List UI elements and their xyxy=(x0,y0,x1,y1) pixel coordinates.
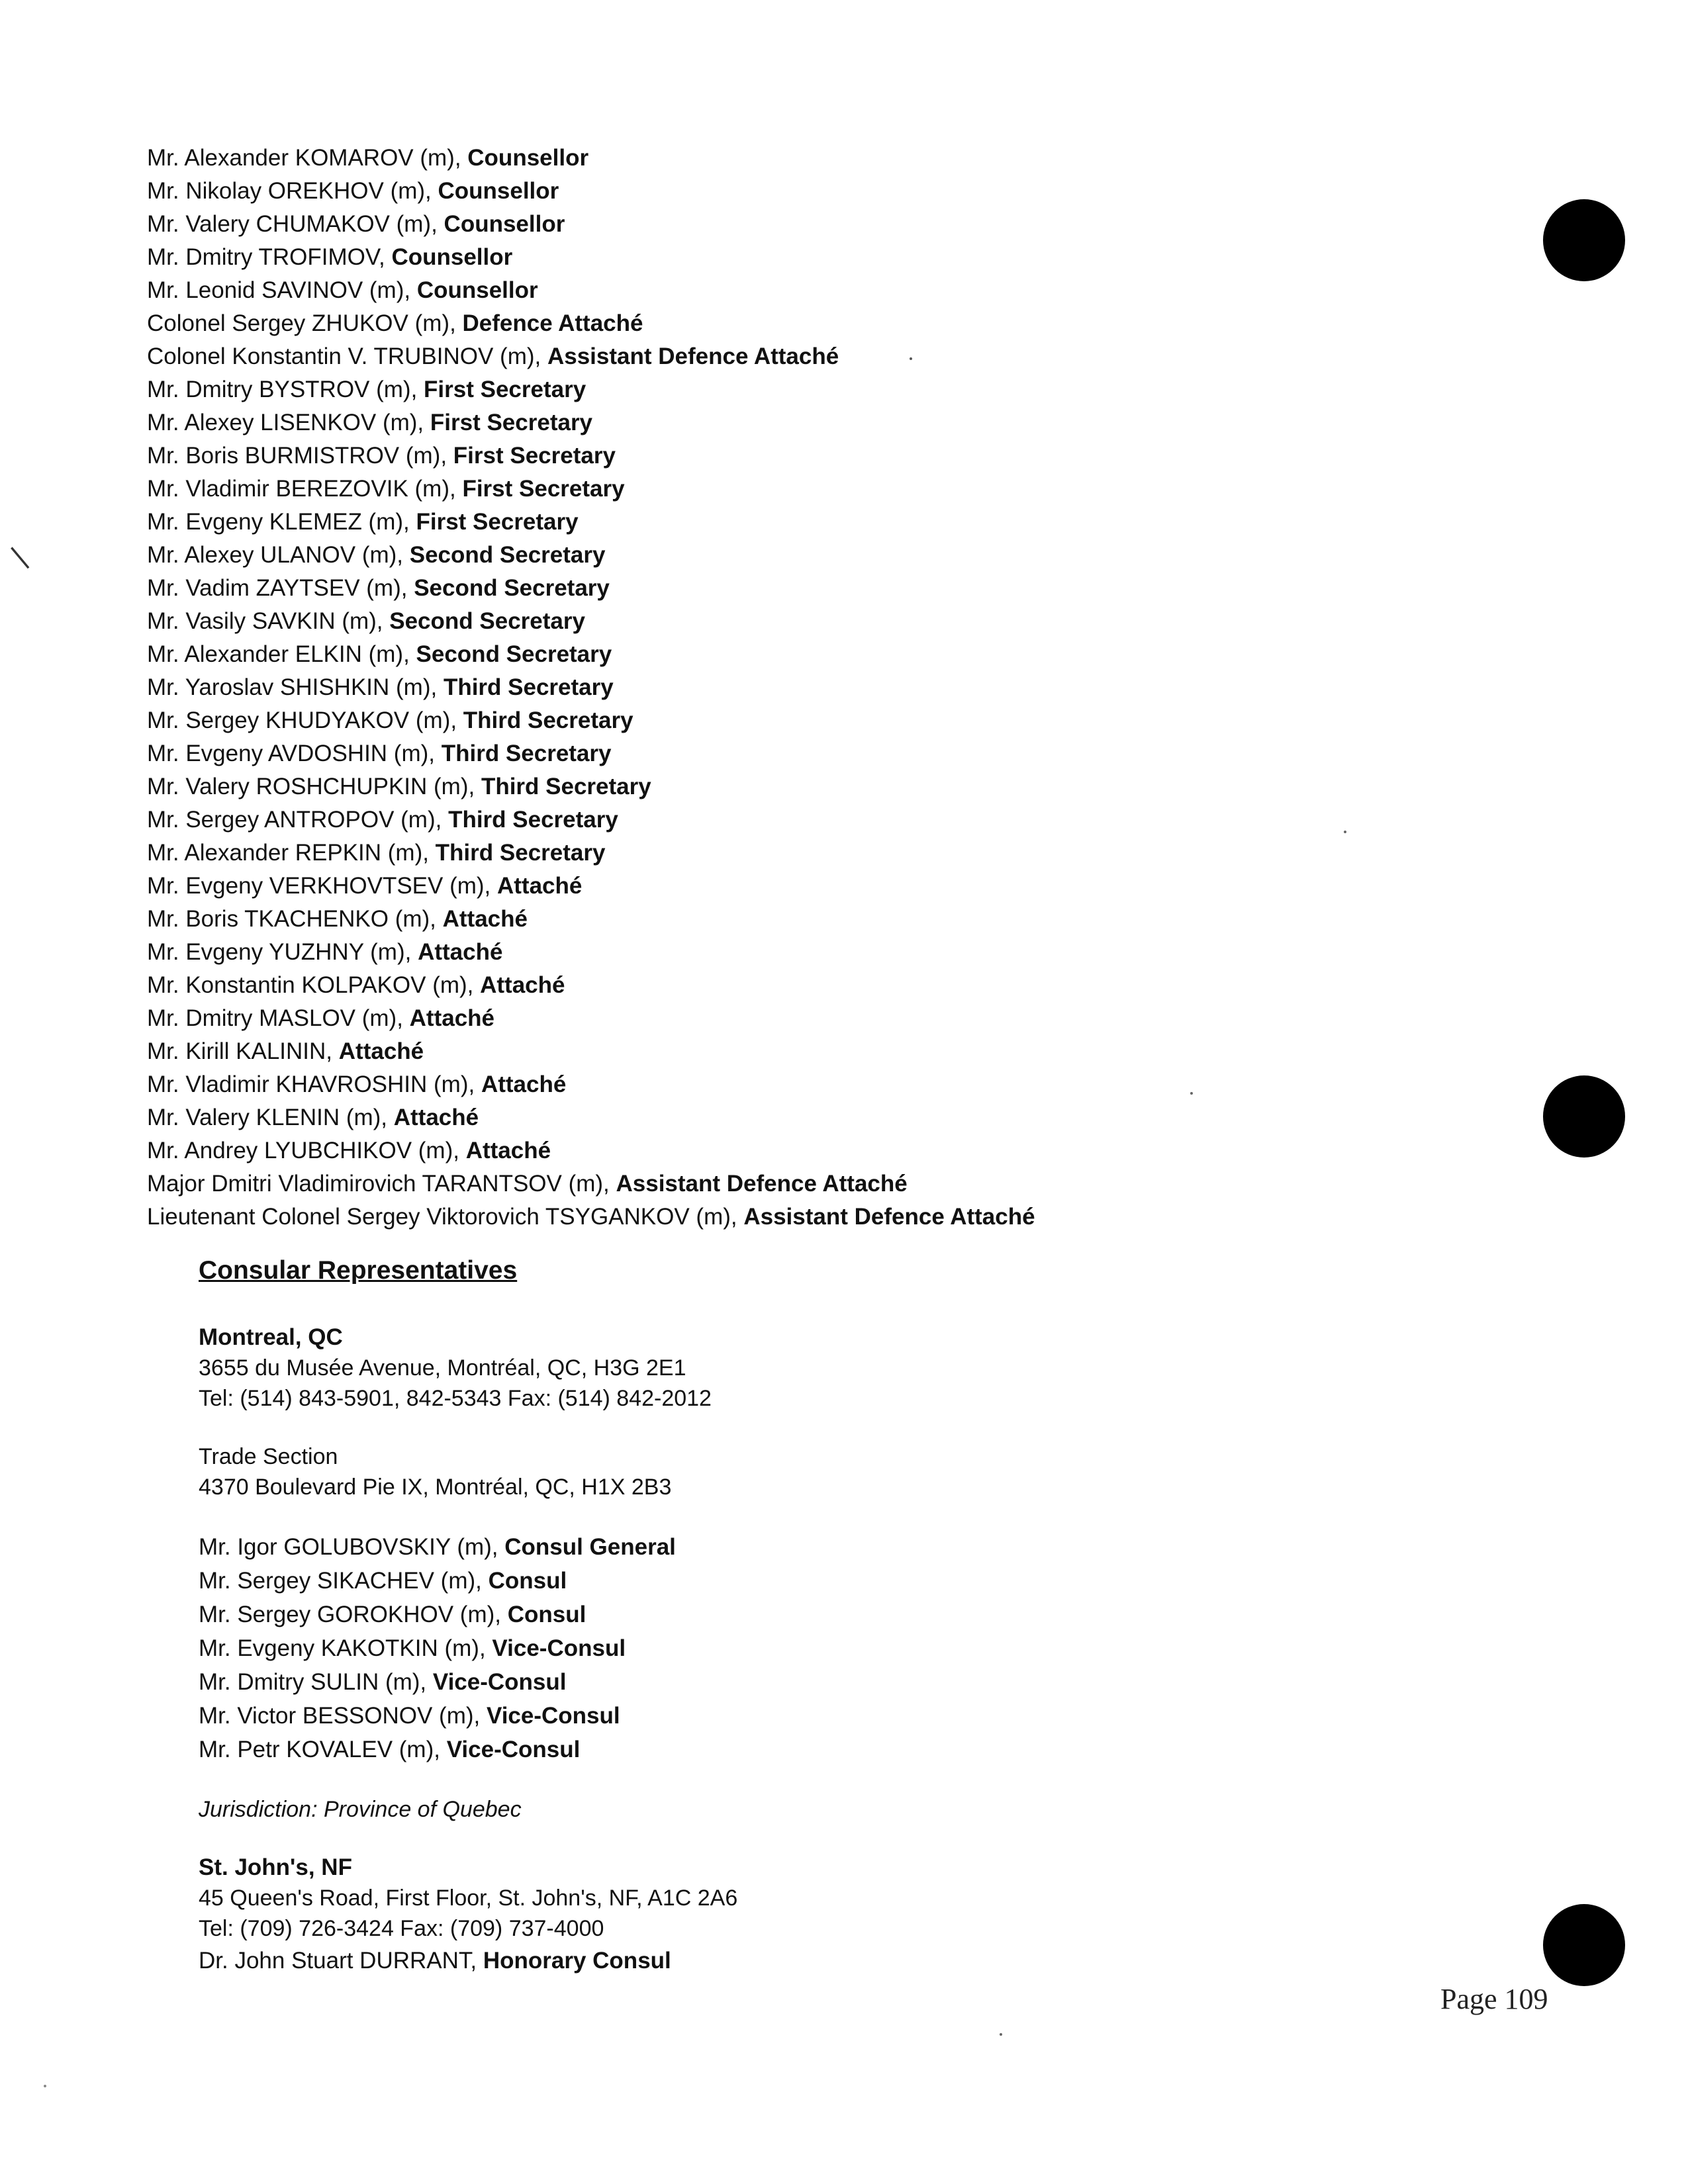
person-entry xyxy=(147,1068,1035,1101)
person-title: Counsellor xyxy=(467,145,589,171)
person-name: Mr. Nikolay OREKHOV (m), xyxy=(147,178,438,204)
person-entry xyxy=(147,770,1035,803)
person-entry xyxy=(147,1201,1035,1234)
person-name: Mr. Evgeny KLEMEZ (m), xyxy=(147,509,416,535)
person-entry xyxy=(199,1733,1456,1766)
person-name: Mr. Boris BURMISTROV (m), xyxy=(147,443,453,469)
honorary-consul-entry xyxy=(199,1944,1456,1978)
person-title: First Secretary xyxy=(453,443,616,469)
person-title: Attaché xyxy=(481,1071,567,1097)
person-title: Attaché xyxy=(393,1105,479,1130)
person-title: First Secretary xyxy=(424,377,586,402)
person-name: Mr. Vladimir KHAVROSHIN (m), xyxy=(147,1071,481,1097)
person-name: Mr. Vadim ZAYTSEV (m), xyxy=(147,575,414,601)
person-entry xyxy=(199,1564,1456,1598)
person-name: Mr. Kirill KALININ, xyxy=(147,1038,339,1064)
person-name: Mr. Vladimir BEREZOVIK (m), xyxy=(147,476,463,502)
person-entry xyxy=(147,1035,1035,1068)
person-name: Mr. Evgeny AVDOSHIN (m), xyxy=(147,741,442,766)
person-title: Second Secretary xyxy=(389,608,585,634)
embassy-staff-list xyxy=(147,142,1035,1234)
person-name: Dr. John Stuart DURRANT, xyxy=(199,1948,483,1974)
person-name: Colonel Sergey ZHUKOV (m), xyxy=(147,310,463,336)
person-entry xyxy=(147,572,1035,605)
person-entry xyxy=(147,307,1035,340)
section-heading-consular: Consular Representatives xyxy=(199,1256,518,1285)
phone-montreal: Tel: (514) 843-5901, 842-5343 Fax: (514) 842-2012 xyxy=(199,1386,712,1411)
consular-section xyxy=(199,1251,1456,1978)
person-entry xyxy=(147,1134,1035,1167)
person-title: Vice-Consul xyxy=(492,1635,626,1661)
person-entry xyxy=(147,638,1035,671)
person-entry xyxy=(147,903,1035,936)
person-title: Attaché xyxy=(480,972,565,998)
person-title: Attaché xyxy=(465,1138,551,1163)
person-entry xyxy=(147,605,1035,638)
person-entry xyxy=(147,969,1035,1002)
person-name: Major Dmitri Vladimirovich TARANTSOV (m), xyxy=(147,1171,616,1197)
person-entry xyxy=(147,439,1035,473)
person-entry xyxy=(147,142,1035,175)
person-title: Consul General xyxy=(504,1534,676,1560)
person-title: First Secretary xyxy=(416,509,579,535)
hole-punch-top xyxy=(1543,199,1625,281)
person-entry xyxy=(147,671,1035,704)
hole-punch-middle xyxy=(1543,1075,1625,1158)
person-title: Counsellor xyxy=(416,277,538,303)
person-entry xyxy=(147,704,1035,737)
page-number: Page 109 xyxy=(1440,1983,1548,2015)
person-name: Mr. Alexander REPKIN (m), xyxy=(147,840,436,866)
hole-punch-bottom xyxy=(1543,1904,1625,1986)
trade-section-label: Trade Section xyxy=(199,1444,338,1469)
person-title: Attaché xyxy=(418,939,503,965)
person-entry xyxy=(147,473,1035,506)
person-title: Attaché xyxy=(409,1005,495,1031)
person-name: Mr. Dmitry TROFIMOV, xyxy=(147,244,392,270)
person-entry xyxy=(147,803,1035,837)
person-entry xyxy=(147,1002,1035,1035)
person-entry xyxy=(147,506,1035,539)
person-title: Assistant Defence Attaché xyxy=(547,343,839,369)
person-title: Second Secretary xyxy=(414,575,610,601)
person-name: Mr. Alexey LISENKOV (m), xyxy=(147,410,430,435)
person-title: Third Secretary xyxy=(463,707,633,733)
person-entry xyxy=(147,837,1035,870)
scan-artifact-dot xyxy=(44,2085,46,2087)
person-entry xyxy=(199,1631,1456,1665)
person-name: Mr. Valery KLENIN (m), xyxy=(147,1105,394,1130)
person-title: Third Secretary xyxy=(443,674,614,700)
person-name: Mr. Alexander ELKIN (m), xyxy=(147,641,416,667)
person-name: Mr. Victor BESSONOV (m), xyxy=(199,1703,487,1729)
person-title: Counsellor xyxy=(391,244,513,270)
person-title: Honorary Consul xyxy=(483,1948,671,1974)
person-entry xyxy=(147,340,1035,373)
person-name: Mr. Alexander KOMAROV (m), xyxy=(147,145,468,171)
person-title: Vice-Consul xyxy=(432,1669,567,1695)
person-entry xyxy=(147,1101,1035,1134)
person-name: Mr. Igor GOLUBOVSKIY (m), xyxy=(199,1534,505,1560)
person-entry xyxy=(147,241,1035,274)
person-name: Mr. Evgeny YUZHNY (m), xyxy=(147,939,418,965)
person-entry xyxy=(199,1598,1456,1631)
person-title: Defence Attaché xyxy=(462,310,643,336)
person-name: Mr. Dmitry MASLOV (m), xyxy=(147,1005,410,1031)
person-name: Mr. Evgeny VERKHOVTSEV (m), xyxy=(147,873,497,899)
person-name: Mr. Sergey GOROKHOV (m), xyxy=(199,1602,508,1627)
person-name: Mr. Sergey ANTROPOV (m), xyxy=(147,807,449,833)
person-name: Mr. Alexey ULANOV (m), xyxy=(147,542,410,568)
person-name: Mr. Yaroslav SHISHKIN (m), xyxy=(147,674,444,700)
person-name: Lieutenant Colonel Sergey Viktorovich TSYGANKOV (m), xyxy=(147,1204,744,1230)
person-entry xyxy=(147,406,1035,439)
city-heading-stjohns: St. John's, NF xyxy=(199,1854,352,1880)
scan-artifact-dot xyxy=(1000,2033,1002,2036)
scan-artifact-mark: | xyxy=(5,542,32,571)
stjohns-office xyxy=(199,1852,1456,1978)
person-entry xyxy=(147,737,1035,770)
person-title: Third Secretary xyxy=(441,741,612,766)
person-name: Mr. Sergey SIKACHEV (m), xyxy=(199,1568,489,1594)
person-name: Mr. Leonid SAVINOV (m), xyxy=(147,277,417,303)
person-title: Second Secretary xyxy=(409,542,606,568)
person-name: Mr. Boris TKACHENKO (m), xyxy=(147,906,443,932)
trade-section-address: 4370 Boulevard Pie IX, Montréal, QC, H1X 2B3 xyxy=(199,1475,672,1500)
person-name: Mr. Sergey KHUDYAKOV (m), xyxy=(147,707,463,733)
person-title: Third Secretary xyxy=(448,807,618,833)
person-name: Mr. Evgeny KAKOTKIN (m), xyxy=(199,1635,492,1661)
address-stjohns: 45 Queen's Road, First Floor, St. John's, NF, A1C 2A6 xyxy=(199,1886,738,1911)
person-title: Attaché xyxy=(442,906,528,932)
montreal-consul-list xyxy=(199,1530,1456,1766)
person-title: Vice-Consul xyxy=(486,1703,620,1729)
phone-stjohns: Tel: (709) 726-3424 Fax: (709) 737-4000 xyxy=(199,1916,604,1941)
person-entry xyxy=(199,1530,1456,1564)
person-name: Mr. Andrey LYUBCHIKOV (m), xyxy=(147,1138,466,1163)
person-entry xyxy=(147,539,1035,572)
scan-artifact-dot xyxy=(1190,1092,1193,1095)
person-name: Mr. Vasily SAVKIN (m), xyxy=(147,608,390,634)
person-name: Colonel Konstantin V. TRUBINOV (m), xyxy=(147,343,547,369)
person-title: Counsellor xyxy=(444,211,565,237)
address-montreal: 3655 du Musée Avenue, Montréal, QC, H3G 2E1 xyxy=(199,1355,686,1381)
person-title: First Secretary xyxy=(430,410,593,435)
person-name: Mr. Dmitry BYSTROV (m), xyxy=(147,377,424,402)
person-entry xyxy=(147,274,1035,307)
person-entry xyxy=(199,1699,1456,1733)
person-name: Mr. Petr KOVALEV (m), xyxy=(199,1737,447,1762)
person-title: Vice-Consul xyxy=(446,1737,581,1762)
person-title: Attaché xyxy=(497,873,583,899)
person-title: Attaché xyxy=(338,1038,424,1064)
person-name: Mr. Dmitry SULIN (m), xyxy=(199,1669,433,1695)
person-title: Counsellor xyxy=(438,178,559,204)
person-title: Second Secretary xyxy=(416,641,612,667)
jurisdiction-note: Jurisdiction: Province of Quebec xyxy=(199,1797,522,1822)
person-entry xyxy=(147,936,1035,969)
person-name: Mr. Valery CHUMAKOV (m), xyxy=(147,211,444,237)
person-title: Consul xyxy=(488,1568,567,1594)
person-entry xyxy=(147,175,1035,208)
montreal-office xyxy=(199,1322,1456,1825)
person-entry xyxy=(147,373,1035,406)
person-name: Mr. Konstantin KOLPAKOV (m), xyxy=(147,972,481,998)
person-entry xyxy=(199,1665,1456,1699)
person-title: Consul xyxy=(507,1602,586,1627)
person-title: Assistant Defence Attaché xyxy=(616,1171,908,1197)
person-entry xyxy=(147,208,1035,241)
person-title: Third Secretary xyxy=(435,840,606,866)
person-entry xyxy=(147,1167,1035,1201)
scan-artifact-dot xyxy=(1344,831,1346,833)
person-title: Third Secretary xyxy=(481,774,651,799)
person-entry xyxy=(147,870,1035,903)
person-name: Mr. Valery ROSHCHUPKIN (m), xyxy=(147,774,481,799)
person-title: First Secretary xyxy=(462,476,625,502)
person-title: Assistant Defence Attaché xyxy=(743,1204,1035,1230)
city-heading-montreal: Montreal, QC xyxy=(199,1324,343,1350)
